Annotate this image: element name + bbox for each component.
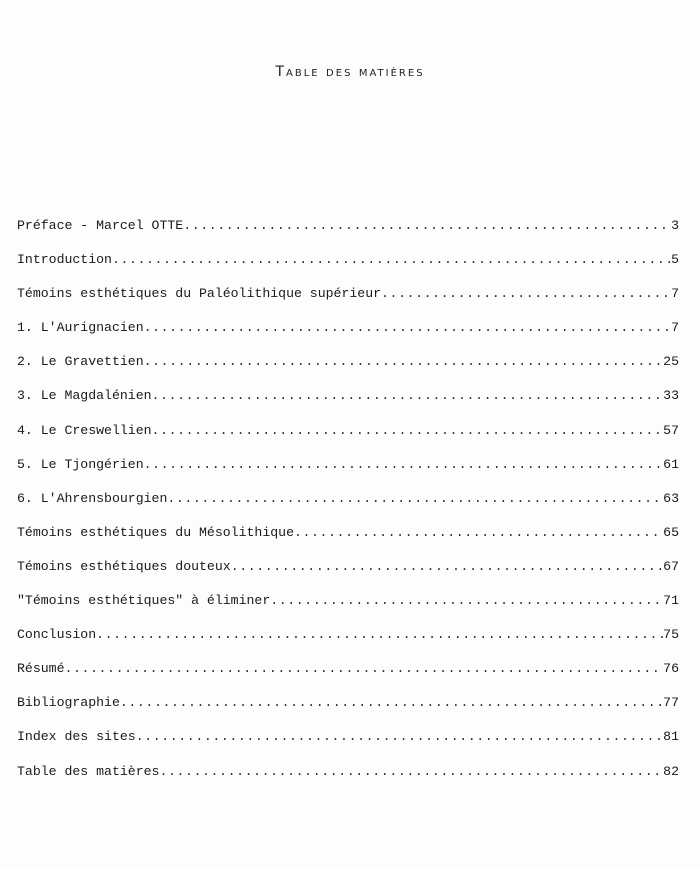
toc-entry-page: 76: [663, 661, 679, 677]
toc-entry-label: Préface - Marcel OTTE: [17, 218, 184, 233]
toc-entry: [17, 625, 679, 659]
toc-entry-label: Table des matières: [17, 763, 160, 779]
toc-entry: [17, 284, 679, 318]
toc-entry-label: Conclusion: [17, 627, 97, 643]
toc-entry-label: Bibliographie: [17, 695, 120, 711]
toc-entry: [17, 250, 679, 284]
toc-entry-page: 61: [663, 456, 679, 472]
toc-entry-page: 82: [663, 763, 679, 779]
toc-entry: [17, 216, 679, 250]
toc-entry-page: 33: [663, 388, 679, 404]
toc-entry-page: 81: [663, 729, 679, 745]
toc-leader-dots: [144, 455, 664, 475]
toc-leader-dots: [231, 557, 663, 577]
toc-leader-dots: [144, 352, 664, 372]
toc-entry-label: Résumé: [17, 661, 65, 677]
toc-entry-page: 3: [671, 218, 679, 233]
toc-leader-dots: [96, 625, 663, 645]
toc-entry: [17, 421, 679, 455]
toc-entry: [17, 352, 679, 386]
toc-entry-label: 2. Le Gravettien: [17, 354, 144, 370]
toc-entry-label: Témoins esthétiques du Mésolithique: [17, 524, 294, 540]
toc-entry-page: 65: [663, 524, 679, 540]
toc-entry-page: 67: [663, 558, 679, 574]
toc-entry-label: Index des sites: [17, 729, 136, 745]
toc-leader-dots: [270, 591, 663, 611]
toc-leader-dots: [294, 523, 663, 543]
toc-entry-label: 6. L'Ahrensbourgien: [17, 490, 168, 506]
toc-leader-dots: [152, 421, 664, 441]
toc-entry-page: 75: [663, 627, 679, 643]
toc-entry-page: 77: [663, 695, 679, 711]
toc-entry-page: 7: [671, 286, 679, 302]
toc-entry-page: 71: [663, 593, 679, 609]
toc-leader-dots: [159, 762, 663, 782]
toc-leader-dots: [152, 386, 664, 406]
toc-entry-label: "Témoins esthétiques" à éliminer: [17, 593, 271, 609]
toc-entry: [17, 318, 679, 352]
toc-entry-page: 5: [671, 252, 679, 268]
toc-entry-page: 25: [663, 354, 679, 370]
page-title: Table des matières: [275, 64, 425, 80]
toc-entry-label: 1. L'Aurignacien: [17, 320, 144, 336]
toc-entry: [17, 455, 679, 489]
toc-entry-label: 5. Le Tjongérien: [17, 456, 144, 472]
toc-leader-dots: [136, 727, 663, 747]
toc-entry-label: Témoins esthétiques douteux: [17, 558, 231, 574]
toc-entry-label: Témoins esthétiques du Paléolithique supérieur: [17, 286, 382, 302]
toc-entry: [17, 523, 679, 557]
toc-entry: [17, 693, 679, 727]
toc-entry: [17, 557, 679, 591]
toc-entry-page: 57: [663, 422, 679, 438]
toc-entry: [17, 386, 679, 420]
toc-entry: [17, 762, 679, 796]
toc-leader-dots: [64, 659, 663, 679]
toc-entry: [17, 659, 679, 693]
toc-entry-page: 7: [671, 320, 679, 336]
toc-entry-label: 3. Le Magdalénien: [17, 388, 152, 404]
toc-entry-page: 63: [663, 490, 679, 506]
toc-leader-dots: [167, 489, 663, 509]
toc-entry-label: Introduction: [17, 252, 112, 268]
toc-entry-label: 4. Le Creswellien: [17, 422, 152, 438]
toc-leader-dots: [381, 284, 671, 304]
toc-entry: [17, 591, 679, 625]
toc-leader-dots: [183, 216, 671, 236]
toc-leader-dots: [112, 250, 671, 270]
toc-entry: [17, 489, 679, 523]
toc-leader-dots: [144, 318, 671, 338]
table-of-contents: [17, 216, 679, 796]
toc-entry: [17, 727, 679, 761]
toc-leader-dots: [120, 693, 663, 713]
